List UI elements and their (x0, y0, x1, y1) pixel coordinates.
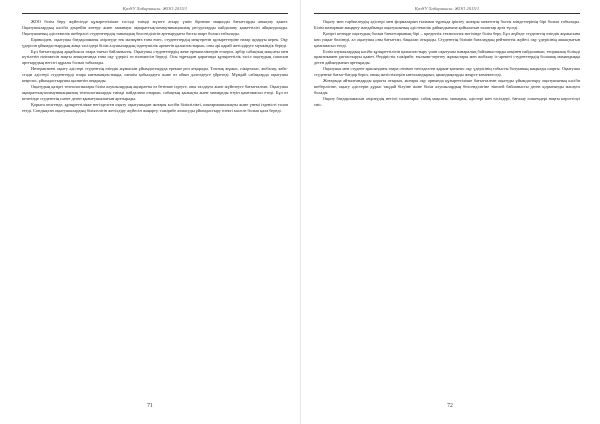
left-page-body (22, 19, 288, 114)
running-header-left: ҚазҰУ Хабаршысы. ЖОО 2015/1 (122, 6, 188, 11)
right-page (300, 0, 600, 424)
paragraph: Интерактивті оқыту әдістері студенттің өзіндік жұмысын ұйымдастыруда ерекше рөл атқарады. Топтық жұмыс, пікірталас, жобалау, кейс-стади әдістері студенттерді өзара ынтымақтастыққа, шешім қабылдауға және өз ойын дәлелдеуге үйретеді. Мұндай сабақтарда оқытушы кеңесші, ұйымдастырушы қызметін атқарады. (22, 66, 288, 84)
running-header-right: ҚазҰУ Хабаршысы. ЖОО 2015/1 (414, 6, 480, 11)
page-number-left: 71 (147, 403, 153, 409)
paragraph: Оқытушы мен студент арасындағы өзара сенімге негізделген қарым-қатынас оқу үдерісінің табысты болуының маңызды шарты. Оқытушы студентке бағыт-бағдар беріп, оның жетістіктерін ынталандырып, қиындықтарды жеңуге көмектеседі. (314, 66, 580, 78)
paragraph: Білім алушылардың кәсіби құзыреттілігін қалыптастыру үшін оқытушы пәнаралық байланыстарды кеңінен пайдаланып, теориялық білімді практикамен ұштастыруы қажет. Өндірістік тәжірибе, ғылыми-зерттеу жұмыстары мен жобалау іс-әрекеті студенттердің болашақ мамандыққа деген дайындығын арттырады. (314, 48, 580, 66)
paragraph: Біріншіден, оқытушы бағдарламаны әзірлеуде тек мазмұнға ғана емес, студенттердің меңгеретін құзыреттеріне назар аударуы керек. Оқу үдерісін ұйымдастырудың жаңа тәсілдері білім алушылардың ізденушілік әрекетін қалыптастырып, оны әрі қарай жетілдіруге мүмкіндік береді. (22, 36, 288, 48)
paragraph: ЖОО білім беру жүйесінде құзыреттілікке тәсілді тиімді жүзеге асыру үшін бірнеше маңызды бағыттарды анықтау қажет. Оқытушылардың кәсіби деңгейін көтеру және заманауи ақпараттық-коммуникациялық ресурстарды пайдалану қажеттілігі айқындалады. Оқытушының әдістемелік шеберлігі студенттердің танымдық белсенділігін арттырудағы басты шарт болып табылады. (22, 19, 288, 36)
paragraph: Қазіргі кезеңде оқытудың басым бағыттарының бірі – кредиттік технология негізінде білім беру. Бұл жүйеде студенттің өзіндік жұмысына көп уақыт бөлінеді, ал оқытушы оны бағыттап, бақылап отырады. Студенттің білімін бағалаудың рейтингтік жүйесі оқу үдерісінің ашықтығын қамтамасыз етеді. (314, 30, 580, 48)
page-number-right: 72 (447, 403, 453, 409)
paragraph: Қорыта келгенде, құзыреттілікке негізделген оқыту оқытушыдан жоғары кәсіби біліктілікті, шығармашылықты және үнемі ізденісті талап етеді. Сондықтан оқытушылардың біліктілігін жетілдіру жүйесін жаңарту, тәжірибе алмасуды ұйымдастыру өзекті мәселе болып қала береді. (22, 101, 288, 113)
paragraph: Оқыту мен тәрбиелеудің әдістері мен формаларын ғылыми тұрғыда іріктеу жоғары мектептің басты міндеттерінің бірі болып табылады. Білім мазмұнын жаңарту жағдайында оқытушының әдістемелік дайындығына қойылатын талаптар арта түседі. (314, 19, 580, 30)
right-page-body (314, 19, 580, 108)
header-rule-left (22, 13, 288, 14)
paragraph: Жоғарыда айтылғандарды қорыта отырып, жоғары оқу орнында құзыреттілікке бағытталған оқытуды ұйымдастыру оқытушының кәсіби шеберлігіне, оқыту әдістерін дұрыс таңдай білуіне және білім алушылардың белсенділігіне тікелей байланысты деген қорытынды жасауға болады. (314, 78, 580, 95)
paragraph: Оқытудың қазіргі технологиялары білім алушылардың ақпаратты өз бетінше іздеуге, оны талдауға және жүйелеуге бағытталған. Оқытушы ақпараттық-коммуникациялық технологияларды тиімді пайдалана отырып, сабақтың қызықты және мазмұнды өтуін қамтамасыз етеді. Бұл өз кезегінде студенттің пәнге деген қызығушылығын арттырады. (22, 83, 288, 101)
paragraph: Бұл бағыттардың әрқайсысы өзара тығыз байланысты. Оқытушы студенттердің жеке ерекшеліктерін ескеріп, әрбір сабақтың мақсаты мен күтілетін нәтижесін нақты анықтағанда ғана оқу үдерісі өз нәтижесін береді. Осы тұрғыдан қарағанда құзыреттілік тәсіл оқытудың сапасын арттырудың негізгі құралы болып табылады. (22, 48, 288, 66)
paragraph: Оқыту бағдарламасын әзірлеудің негізгі талаптары: сабақ мақсаты, мазмұны, әдістері мен тәсілдері, бағалау өлшемдері нақты көрсетілуі тиіс. (314, 95, 580, 107)
header-rule-right (314, 13, 580, 14)
